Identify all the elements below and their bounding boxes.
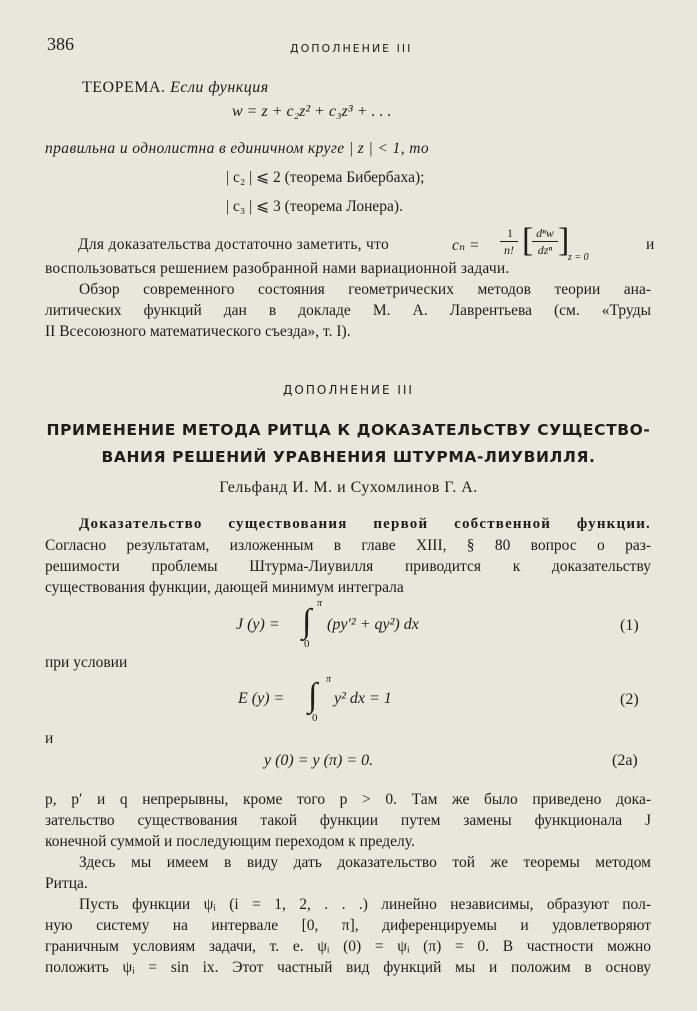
equation-2 [238,672,458,728]
eq2-upper-limit: π [326,674,332,685]
text-line: существования функции, дающей минимум интеграла [45,579,404,596]
text-line: ную систему на интервале [0, π], диференцируемы и удовлетворяют [45,917,651,934]
running-head: ДОПОЛНЕНИЕ III [290,42,413,55]
text-line: конечной суммой и последующим переходом к пределу. [45,833,415,850]
text-line: p, p′ и q непрерывны, кроме того p > 0. Там же было приведено дока- [45,791,651,808]
right-bracket: ] [558,222,570,259]
proof-note-and: и [646,236,655,253]
paragraph-basis-functions [45,894,651,978]
article-title-line: ПРИМЕНЕНИЕ МЕТОДА РИТЦА К ДОКАЗАТЕЛЬСТВУ СУЩЕСТВО- [46,421,651,439]
text-line: Обзор современного состояния геометрических методов теории ана- [79,281,651,298]
eq1-upper-limit: π [317,598,323,609]
integral-sign: ∫ [308,677,318,714]
theorem-heading [82,79,269,97]
eq1-integrand: (py′² + qy²) dx [327,616,419,633]
integral-sign: ∫ [302,603,312,640]
review-paragraph [45,279,651,342]
coef-lhs: cₙ = [452,237,480,254]
deriv-denominator: dzⁿ [537,243,553,257]
paragraph-lead: Доказательство существования первой собственной функции. [79,516,651,532]
eq2-lhs: E (y) = [238,690,285,707]
eq2-lower-limit: 0 [312,712,318,724]
text-line: литических функций дан в докладе М. А. Лаврентьева (см. «Труды [45,302,651,319]
theorem-condition: правильна и однолистна в единичном круге | z | < 1, то [45,140,429,157]
text-line: решимости проблемы Штурма-Лиувилля приводится к доказательству [45,558,651,575]
frac-denominator: n! [504,243,514,257]
eq1-lower-limit: 0 [304,638,310,650]
frac-bar [500,241,518,242]
proof-note-text: Для доказательства достаточно заметить, что [78,236,390,253]
condition-text: при условии [45,654,128,671]
page-number: 386 [47,34,74,54]
left-bracket: [ [522,222,534,259]
deriv-bar [532,241,558,242]
eq1-number: (1) [620,617,639,634]
bieberbach-inequality: | c₂ | ⩽ 2 (теорема Бибербаха); [226,169,425,186]
power-series-formula: w = z + c₂z² + c₃z³ + . . . [232,103,392,120]
text-line: положить ψᵢ = sin ix. Этот частный вид функций мы и положим в основу [45,959,651,976]
text-line: II Всесоюзного математического съезда», т. I). [45,323,351,340]
article-title-line: ВАНИЯ РЕШЕНИЙ УРАВНЕНИЯ ШТУРМА-ЛИУВИЛЛЯ. [101,448,596,466]
frac-numerator: 1 [507,226,513,240]
eq2a-number: (2a) [612,752,638,769]
text-line: Ритца. [45,875,88,892]
text-line: зательство существования такой функции путем замены функционала J [45,812,651,829]
deriv-numerator: dⁿw [536,226,554,240]
authors: Гельфанд И. М. и Сухомлинов Г. А. [219,479,478,496]
text-line: Здесь мы имеем в виду дать доказательство той же теоремы методом [79,854,651,871]
theorem-label: ТЕОРЕМА. [82,79,166,96]
equation-2a: y (0) = y (π) = 0. [264,752,374,769]
equation-1 [230,596,480,656]
loewner-inequality: | c₃ | ⩽ 3 (теорема Лонера). [226,198,403,215]
section-label: ДОПОЛНЕНИЕ III [283,383,414,397]
paragraph-existence [45,514,651,598]
eq1-lhs: J (y) = [236,616,280,633]
text-line: Согласно результатам, изложенным в главе XIII, § 80 вопрос о раз- [45,537,651,554]
paragraph-ritz [45,852,651,894]
text-line: Пусть функции ψᵢ (i = 1, 2, . . .) линейно независимы, образуют пол- [79,896,651,913]
eq2-number: (2) [620,691,639,708]
and-word: и [45,730,54,747]
proof-note-line2: воспользоваться решением разобранной нами вариационной задачи. [45,260,510,277]
text-line: граничным условиям задачи, т. е. ψᵢ (0) = ψᵢ (π) = 0. В частности можно [45,938,651,955]
eq2-integrand: y² dx = 1 [334,690,392,707]
paragraph-continuity [45,789,651,852]
theorem-intro: Если функция [170,79,269,96]
eval-point: z = 0 [568,252,589,263]
